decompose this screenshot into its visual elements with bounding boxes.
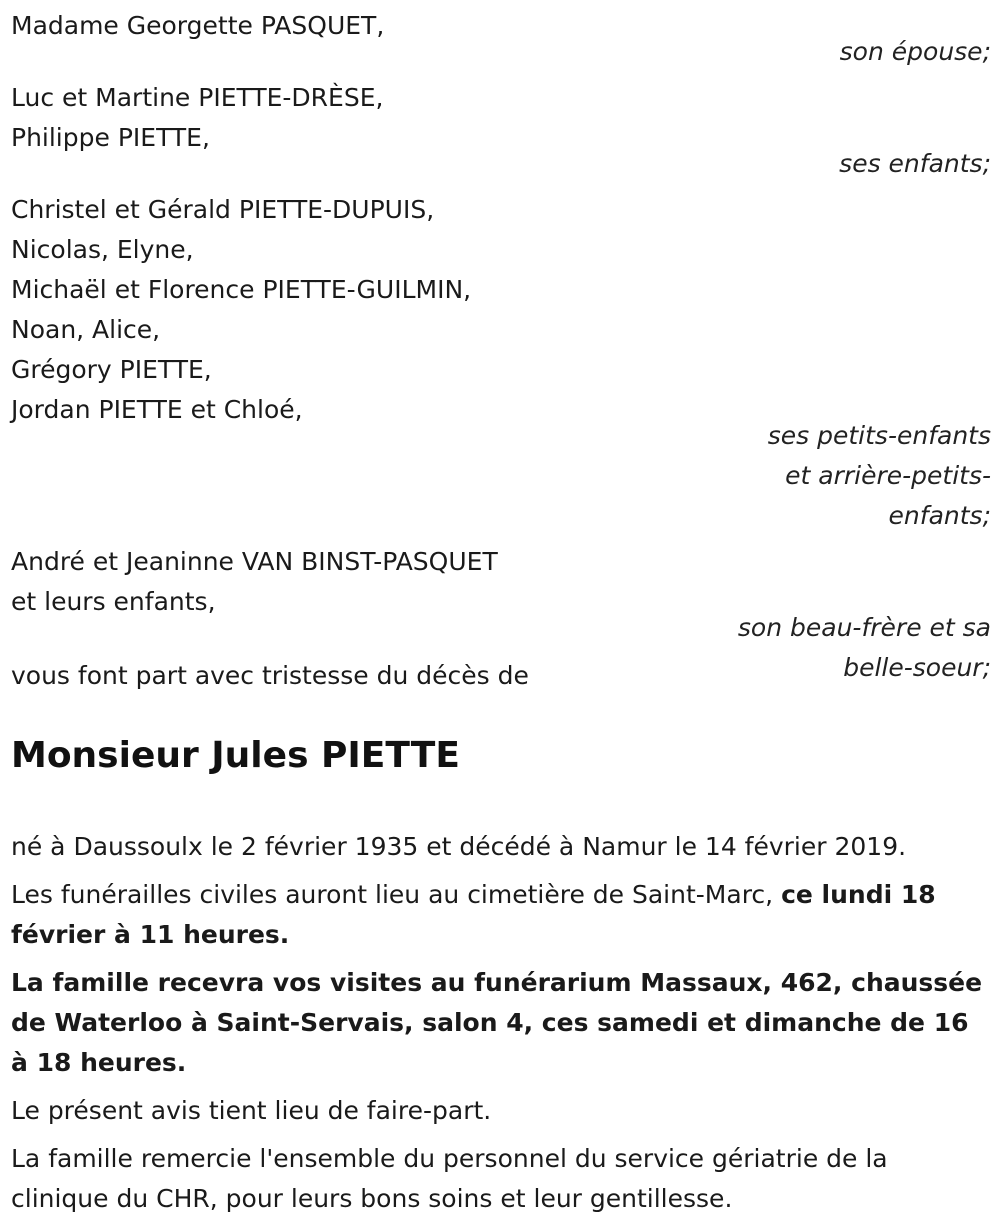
grandchild-name: Michaël et Florence PIETTE-GUILMIN, (11, 275, 472, 304)
funeral-text: Les funérailles civiles auront lieu au cimetière de Saint-Marc, (11, 880, 782, 909)
obituary-notice (11, 6, 991, 1227)
grandchild-name: Grégory PIETTE, (11, 355, 212, 384)
spouse-role-line: son épouse; (839, 37, 991, 66)
birth-death-text: né à Daussoulx le 2 février 1935 et décédé à Namur le 14 février 2019. (11, 832, 907, 861)
notice-paragraph: Le présent avis tient lieu de faire-part. (11, 1096, 492, 1125)
grandchild-name: Christel et Gérald PIETTE-DUPUIS, (11, 195, 435, 224)
spouse-block (11, 6, 991, 72)
grandchild-name: Nicolas, Elyne, (11, 235, 194, 264)
announcement-block (11, 656, 991, 696)
in-law-name: et leurs enfants, (11, 587, 216, 616)
grandchildren-block (11, 190, 991, 536)
funeral-date: ce lundi 18 février à 11 heures. (11, 880, 936, 949)
spouse-name: Madame Georgette PASQUET, (11, 11, 385, 40)
grandchildren-role-line: et arrière-petits- (785, 461, 991, 490)
grandchild-name: Noan, Alice, (11, 315, 161, 344)
in-laws-role-line: belle-soeur; (843, 653, 991, 682)
announcement-text: vous font part avec tristesse du décès de (11, 661, 529, 690)
in-laws-role-line: son beau-frère et sa (737, 613, 991, 642)
thanks-paragraph: La famille remercie l'ensemble du personnel du service gériatrie de la clinique du CHR, pour leurs bons soins et leur gentillesse. (11, 1144, 888, 1213)
grandchild-name: Jordan PIETTE et Chloé, (11, 395, 303, 424)
in-law-name: André et Jeaninne VAN BINST-PASQUET (11, 547, 498, 576)
children-block (11, 78, 991, 184)
child-name: Philippe PIETTE, (11, 123, 210, 152)
children-role-line: ses enfants; (839, 149, 991, 178)
visits-paragraph: La famille recevra vos visites au funérarium Massaux, 462, chaussée de Waterloo à Saint-Servais, salon 4, ces samedi et dimanche de 16 à 18 heures. (11, 968, 983, 1077)
child-name: Luc et Martine PIETTE-DRÈSE, (11, 83, 384, 112)
funeral-paragraph (11, 875, 991, 955)
grandchildren-role-line: enfants; (888, 501, 991, 530)
deceased-name: Monsieur Jules PIETTE (11, 735, 460, 776)
grandchildren-role (11, 416, 991, 536)
grandchildren-role-line: ses petits-enfants (767, 421, 991, 450)
